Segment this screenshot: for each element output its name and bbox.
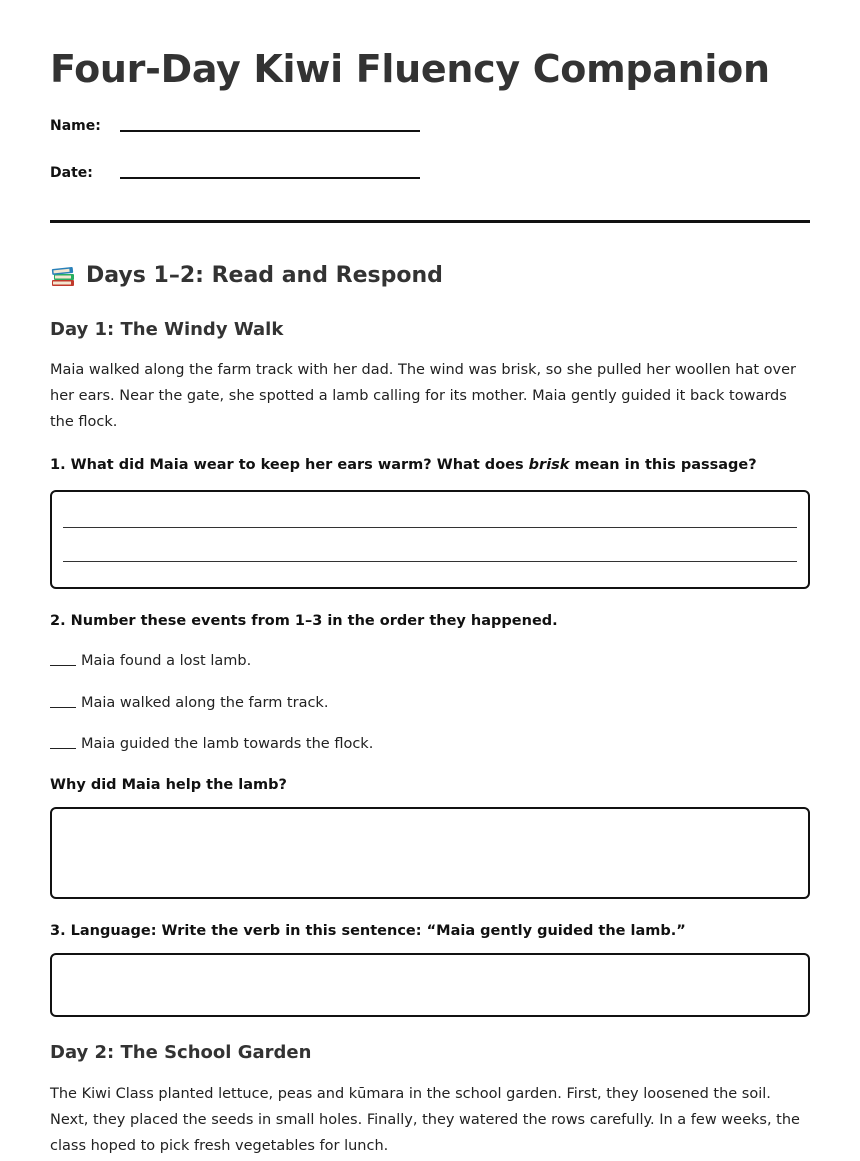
answer-box-3[interactable] <box>50 953 810 1017</box>
question-1-emphasis: brisk <box>528 457 570 473</box>
answer-box-why[interactable] <box>50 807 810 899</box>
books-icon <box>50 264 76 288</box>
sequence-item <box>50 683 810 725</box>
why-question: Why did Maia help the lamb? <box>50 776 287 793</box>
name-label: Name: <box>50 118 101 134</box>
question-1-text-b: mean in this passage? <box>569 457 757 473</box>
date-label: Date: <box>50 165 93 181</box>
section-heading-text: Days 1–2: Read and Respond <box>86 263 443 288</box>
question-2: 2. Number these events from 1–3 in the order they happened. <box>50 613 558 629</box>
section-heading <box>50 263 810 288</box>
date-input-line[interactable] <box>120 177 420 179</box>
name-input-line[interactable] <box>120 130 420 132</box>
question-1 <box>50 457 810 473</box>
answer-line <box>63 527 797 528</box>
sequence-item-text: Maia guided the lamb towards the flock. <box>81 736 374 752</box>
sequence-blank[interactable] <box>50 697 76 708</box>
sequence-item <box>50 641 810 683</box>
student-info <box>50 116 810 210</box>
date-field <box>50 163 810 210</box>
sequence-list <box>50 641 810 766</box>
sequence-blank[interactable] <box>50 655 76 666</box>
page-title: Four-Day Kiwi Fluency Companion <box>50 47 770 91</box>
sequence-item-text: Maia walked along the farm track. <box>81 694 329 711</box>
name-field <box>50 116 810 163</box>
sequence-item-text: Maia found a lost lamb. <box>81 653 252 669</box>
question-3: 3. Language: Write the verb in this sentence: “Maia gently guided the lamb.” <box>50 922 686 939</box>
day2-passage: The Kiwi Class planted lettuce, peas and kūmara in the school garden. First, they loosened the soil. Next, they placed the seeds in small holes. Finally, they watered the rows carefully. In a few weeks, the class hoped to pick fresh vegetables for lunch. <box>50 1085 800 1154</box>
answer-box-1[interactable] <box>50 490 810 589</box>
sequence-blank[interactable] <box>50 738 76 749</box>
day1-heading: Day 1: The Windy Walk <box>50 319 284 340</box>
day1-passage: Maia walked along the farm track with her dad. The wind was brisk, so she pulled her woollen hat over her ears. Near the gate, she spotted a lamb calling for its mother. Maia gently guided it back towards the flock. <box>50 362 797 430</box>
day2-heading: Day 2: The School Garden <box>50 1041 312 1063</box>
header-divider <box>50 220 810 223</box>
sequence-item <box>50 724 810 766</box>
answer-line <box>63 561 797 562</box>
question-1-text-a: 1. What did Maia wear to keep her ears warm? What does <box>50 457 529 473</box>
